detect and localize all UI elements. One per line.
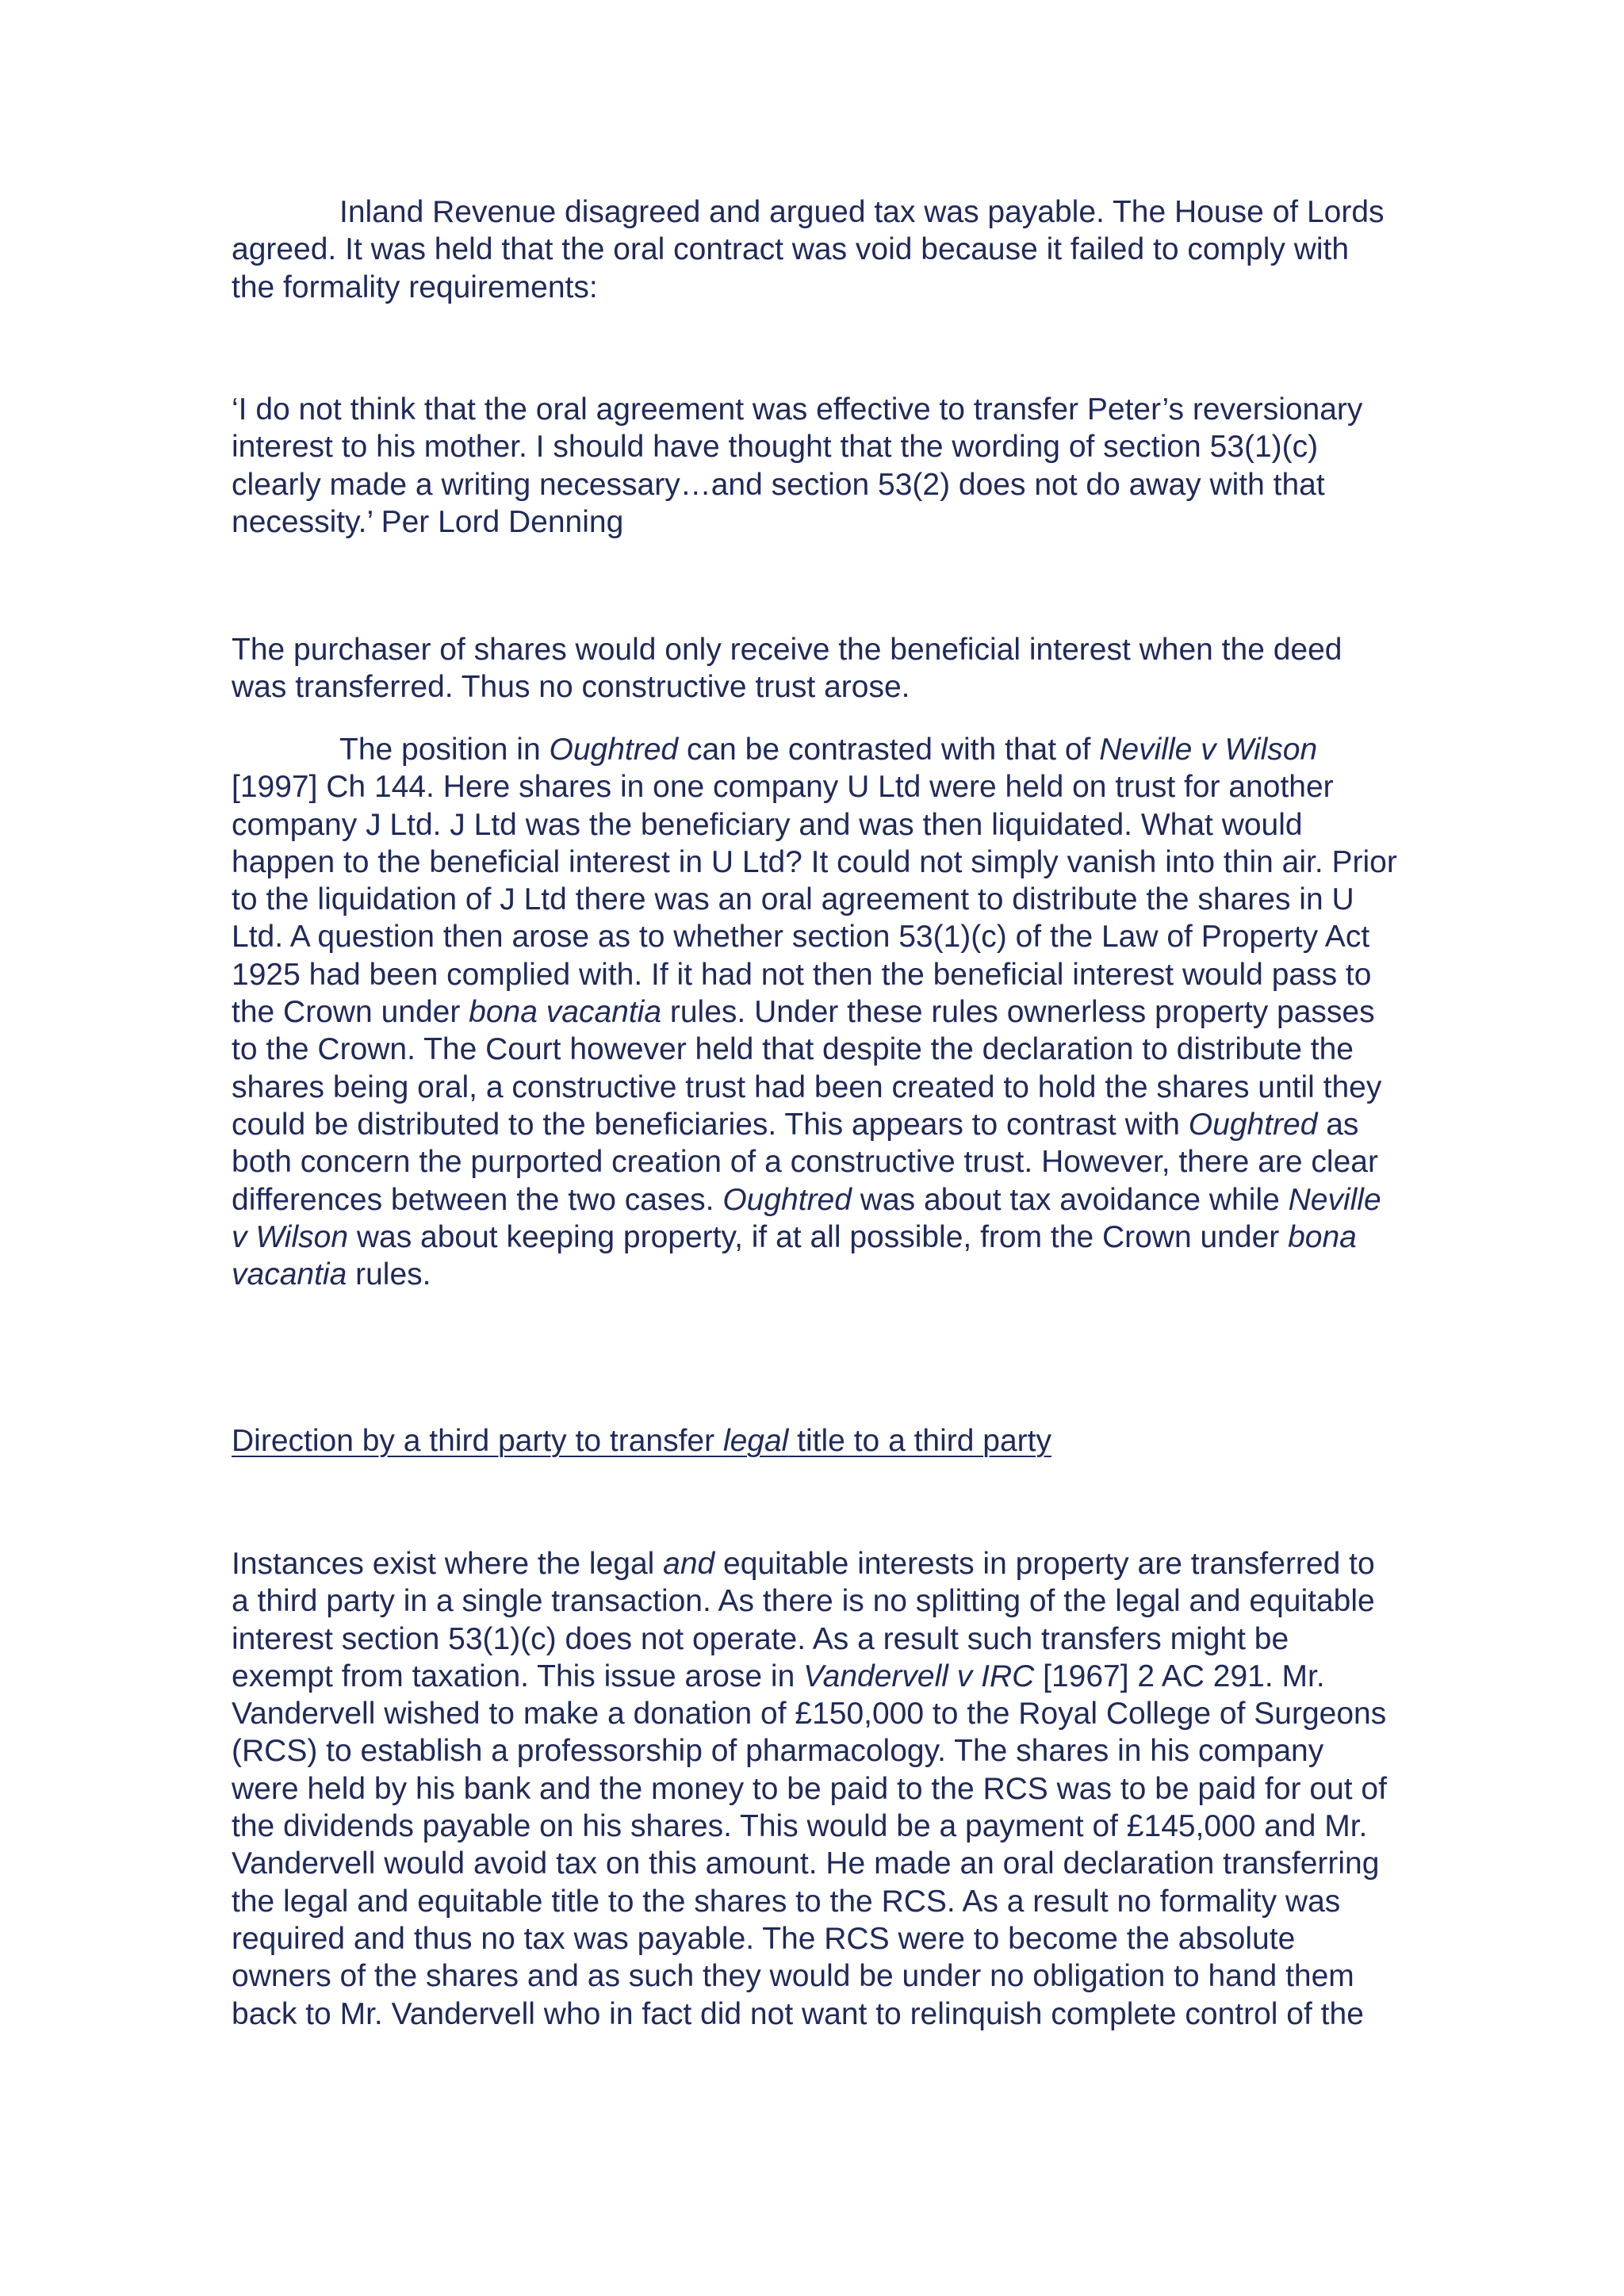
case-name-neville-v-wilson: Neville v Wilson [1099,733,1318,767]
text-run: can be contrasted with that of [678,733,1100,767]
text-run: rules. [347,1257,431,1292]
text-run: was about keeping property, if at all possible, from the Crown under [348,1219,1289,1254]
text-run: rules. Under these rules ownerless property passes to the Crown. The Court however held that despite the declaration to distribute the shares being oral, a constructive trust had been created to hold the shares until they could be distributed to the beneficiaries. This appears to contrast with [232,995,1382,1142]
emphasis-and: and [663,1547,715,1581]
case-name-oughtred: Oughtred [1188,1107,1318,1142]
paragraph-neville-v-wilson [232,731,1397,1293]
heading-run: title to a third party [788,1424,1051,1458]
paragraph-purchaser-of-shares: The purchaser of shares would only receive the beneficial interest when the deed was transferred. Thus no constructive trust arose. [232,633,1342,705]
text-run: was about tax avoidance while [851,1182,1289,1217]
text-run: [1997] Ch 144. Here shares in one company U Ltd were held on trust for another company J Ltd. J Ltd was the beneficiary and was then liquidated. What would happen to the beneficial interest in U Ltd? It could not simply vanish into thin air. Prior to the liquidation of J Ltd there was an oral agreement to distribute the shares in U Ltd. A question then arose as to whether section 53(1)(c) of the Law of Property Act 1925 had been complied with. If it had not then the beneficial interest would pass to the Crown under [232,770,1397,1030]
paragraph-house-of-lords: Inland Revenue disagreed and argued tax was payable. The House of Lords agreed. It was held that the oral contract was void because it failed to comply with the formality requirements: [232,195,1385,304]
case-name-oughtred: Oughtred [722,1182,852,1217]
quote-lord-denning: ‘I do not think that the oral agreement was effective to transfer Peter’s reversionary interest to his mother. I should have thought that the wording of section 53(1)(c) clearly made a writing necessary…and section 53(2) does not do away with that necessity.’ Per Lord Denning [232,392,1363,539]
text-run: as both concern the purported creation of a constructive trust. However, there are clear differences between the two cases. [232,1107,1378,1217]
text-run: The position in [339,733,550,767]
term-bona-vacantia: bona vacantia [469,995,662,1030]
text-run: Instances exist where the legal [232,1547,664,1581]
term-bona-vacantia: bona vacantia [232,1219,1357,1292]
heading-run: Direction by a third party to transfer [232,1424,723,1458]
case-name-vandervell-v-irc: Vandervell v IRC [803,1659,1035,1693]
section-heading [232,1422,1397,1460]
text-run: equitable interests in property are transferred to a third party in a single transaction. As there is no splitting of the legal and equitable interest section 53(1)(c) does not operate. As a result such transfers might be exempt from taxation. This issue arose in [232,1547,1375,1693]
paragraph-vandervell-v-irc [232,1545,1397,2033]
case-name-oughtred: Oughtred [549,733,679,767]
text-run: [1967] 2 AC 291. Mr. Vandervell wished to make a donation of £150,000 to the Royal College of Surgeons (RCS) to establish a professorship of pharmacology. The shares in his company were held by his bank and the money to be paid to the RCS was to be paid for out of the dividends payable on his shares. This would be a payment of £145,000 and Mr. Vandervell would avoid tax on this amount. He made an oral declaration transferring the legal and equitable title to the shares to the RCS. As a result no formality was required and thus no tax was payable. The RCS were to become the absolute owners of the shares and as such they would be under no obligation to hand them back to Mr. Vandervell who in fact did not want to relinquish complete control of the [232,1659,1387,2031]
heading-emphasis-legal: legal [722,1424,789,1458]
case-name-neville-v-wilson: Neville v Wilson [232,1182,1381,1254]
